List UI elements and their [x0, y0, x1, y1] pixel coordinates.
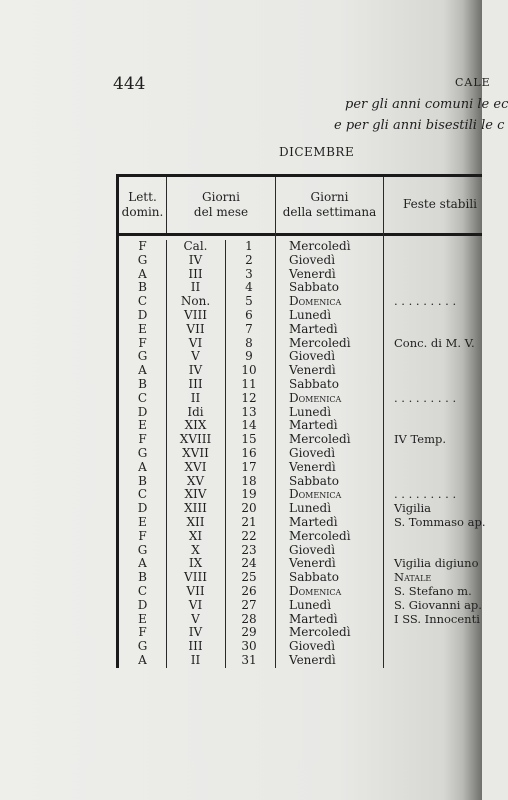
header-day-of-month: Giorni del mese: [193, 190, 249, 219]
cell-feast: [394, 475, 482, 489]
cell-weekday: Domenica: [289, 583, 342, 598]
cell-feast: [394, 254, 482, 268]
cell-day: 28: [241, 611, 257, 626]
cell-feast: . . . . . . . . .: [394, 294, 457, 309]
cell-roman: V: [191, 349, 200, 364]
cell-feast: S. Tommaso ap.: [394, 514, 486, 529]
cell-weekday: Venerdì: [289, 652, 336, 667]
cell-day: 3: [245, 266, 253, 281]
cell-weekday: Mercoledì: [289, 528, 351, 543]
cell-weekday: Giovedì: [289, 542, 336, 557]
cell-feast: S. Giovanni ap.: [394, 597, 482, 612]
cell-feast: [394, 268, 482, 282]
cell-feast: [394, 419, 482, 433]
cell-letter: F: [138, 432, 147, 447]
cell-feast: . . . . . . . . .: [394, 390, 457, 405]
cell-letter: G: [137, 349, 148, 364]
cell-weekday: Lunedì: [289, 597, 332, 612]
cell-letter: G: [137, 639, 148, 654]
cell-day: 18: [241, 473, 257, 488]
cell-letter: E: [138, 418, 147, 433]
cell-roman: XV: [186, 473, 205, 488]
cell-day: 22: [241, 528, 257, 543]
cell-roman: VI: [188, 597, 203, 612]
cell-roman: XIX: [184, 418, 207, 433]
cell-roman: IV: [188, 363, 203, 378]
cell-roman: IX: [188, 556, 203, 571]
cell-feast: IV Temp.: [394, 432, 447, 447]
cell-roman: III: [188, 639, 203, 654]
cell-weekday: Venerdì: [289, 556, 336, 571]
cell-day: 8: [245, 335, 253, 350]
weekday-column: [289, 240, 384, 668]
cell-feast: [394, 323, 482, 337]
cell-feast: I SS. Innocenti: [394, 611, 480, 626]
cell-feast: [394, 544, 482, 558]
cell-weekday: Lunedì: [289, 307, 332, 322]
cell-day: 26: [241, 583, 257, 598]
cell-letter: A: [138, 556, 147, 571]
cell-day: 4: [245, 280, 253, 295]
cell-letter: F: [138, 625, 147, 640]
cell-roman: IV: [188, 252, 203, 267]
cell-weekday: Sabbato: [289, 473, 339, 488]
cell-feast: [394, 364, 482, 378]
cell-roman: III: [188, 266, 203, 281]
cell-day: 10: [241, 363, 257, 378]
cell-letter: A: [138, 266, 147, 281]
cell-roman: XIII: [184, 501, 207, 516]
cell-weekday: Sabbato: [289, 570, 339, 585]
cell-feast: [394, 640, 482, 654]
cell-roman: VI: [188, 335, 203, 350]
cell-letter: C: [137, 583, 148, 598]
cell-letter: F: [138, 239, 147, 253]
cell-day: 14: [241, 418, 257, 433]
cell-day: 5: [245, 294, 253, 309]
cell-weekday: Martedì: [289, 418, 338, 433]
cell-weekday: Giovedì: [289, 445, 336, 460]
cell-letter: E: [138, 321, 147, 336]
cell-day: 1: [245, 239, 253, 253]
month-title: DICEMBRE: [279, 145, 355, 159]
table-left-border: [116, 174, 119, 668]
cell-letter: G: [137, 445, 148, 460]
cell-day: 30: [241, 639, 257, 654]
cell-feast: [394, 378, 482, 392]
cell-weekday: Martedì: [289, 611, 338, 626]
cell-letter: C: [137, 294, 148, 309]
cell-day: 15: [241, 432, 257, 447]
cell-feast: [394, 406, 482, 420]
cell-roman: VIII: [184, 307, 207, 322]
cell-roman: VIII: [184, 570, 207, 585]
cell-roman: XVII: [182, 445, 209, 460]
cell-day: 12: [241, 390, 257, 405]
cell-day: 25: [241, 570, 257, 585]
cell-weekday: Martedì: [289, 321, 338, 336]
cell-roman: Non.: [180, 294, 211, 309]
cell-roman: XVIII: [179, 432, 212, 447]
cell-day: 31: [241, 652, 257, 667]
table-header-rule: [116, 233, 482, 236]
cell-feast: Natale: [394, 570, 432, 585]
cell-letter: C: [137, 390, 148, 405]
roman-column: [168, 240, 223, 668]
cell-roman: X: [191, 542, 200, 557]
cell-roman: VII: [186, 583, 205, 598]
cell-roman: Idi: [187, 404, 204, 419]
column-divider: [275, 177, 276, 668]
cell-feast: Vigilia digiuno: [394, 556, 479, 571]
cell-feast: [394, 626, 482, 640]
intro-line-1: per gli anni comuni le ec: [345, 97, 508, 112]
cell-weekday: Giovedì: [289, 639, 336, 654]
cell-roman: VII: [186, 321, 205, 336]
cell-feast: [394, 240, 482, 254]
cell-weekday: Domenica: [289, 487, 342, 502]
cell-weekday: Venerdì: [289, 459, 336, 474]
cell-letter: B: [138, 376, 147, 391]
cell-day: 20: [241, 501, 257, 516]
cell-feast: [394, 447, 482, 461]
header-feasts: Feste stabili: [403, 197, 477, 211]
cell-day: 24: [241, 556, 257, 571]
cell-day: 6: [245, 307, 253, 322]
cell-weekday: Lunedì: [289, 501, 332, 516]
cell-letter: A: [138, 652, 147, 667]
page-number: 444: [113, 74, 146, 94]
cell-roman: IV: [188, 625, 203, 640]
cell-weekday: Mercoledì: [289, 239, 351, 253]
cell-letter: C: [137, 487, 148, 502]
cell-letter: D: [137, 597, 148, 612]
header-weekday: Giorni della settimana: [282, 190, 377, 219]
header-letter: Lett. domin.: [121, 190, 164, 219]
cell-roman: Cal.: [183, 239, 208, 253]
cell-roman: XIV: [184, 487, 207, 502]
cell-feast: [394, 309, 482, 323]
cell-day: 11: [241, 376, 257, 391]
cell-weekday: Domenica: [289, 294, 342, 309]
cell-day: 16: [241, 445, 257, 460]
cell-letter: A: [138, 459, 147, 474]
cell-day: 19: [241, 487, 257, 502]
cell-weekday: Martedì: [289, 514, 338, 529]
cell-weekday: Sabbato: [289, 376, 339, 391]
cell-roman: XI: [188, 528, 203, 543]
cell-letter: G: [137, 542, 148, 557]
cell-weekday: Giovedì: [289, 349, 336, 364]
cell-roman: II: [190, 390, 201, 405]
running-head: CALE: [455, 76, 491, 89]
cell-letter: B: [138, 473, 147, 488]
cell-feast: [394, 281, 482, 295]
cell-letter: F: [138, 335, 147, 350]
cell-day: 9: [245, 349, 253, 364]
cell-letter: E: [138, 514, 147, 529]
cell-letter: G: [137, 252, 148, 267]
cell-letter: B: [138, 570, 147, 585]
cell-feast: S. Stefano m.: [394, 583, 472, 598]
cell-day: 27: [241, 597, 257, 612]
cell-weekday: Venerdì: [289, 266, 336, 281]
cell-feast: [394, 654, 482, 668]
column-divider: [166, 240, 167, 668]
cell-roman: XVI: [184, 459, 207, 474]
cell-weekday: Giovedì: [289, 252, 336, 267]
cell-roman: III: [188, 376, 203, 391]
cell-day: 23: [241, 542, 257, 557]
cell-roman: II: [190, 280, 201, 295]
cell-feast: [394, 530, 482, 544]
cell-letter: D: [137, 404, 148, 419]
intro-line-2: e per gli anni bisestili le c: [334, 118, 505, 133]
cell-letter: F: [138, 528, 147, 543]
cell-letter: D: [137, 307, 148, 322]
cell-weekday: Mercoledì: [289, 335, 351, 350]
feast-column: [394, 240, 486, 668]
cell-weekday: Venerdì: [289, 363, 336, 378]
cell-letter: B: [138, 280, 147, 295]
cell-letter: D: [137, 501, 148, 516]
cell-letter: E: [138, 611, 147, 626]
cell-roman: II: [190, 652, 201, 667]
table-top-rule: [116, 174, 482, 177]
day-number-column: [226, 240, 272, 668]
cell-feast: Vigilia: [394, 501, 432, 516]
cell-day: 7: [245, 321, 253, 336]
cell-day: 2: [245, 252, 253, 267]
cell-day: 29: [241, 625, 257, 640]
cell-roman: V: [191, 611, 200, 626]
cell-day: 17: [241, 459, 257, 474]
cell-weekday: Sabbato: [289, 280, 339, 295]
cell-weekday: Mercoledì: [289, 625, 351, 640]
cell-weekday: Mercoledì: [289, 432, 351, 447]
cell-letter: A: [138, 363, 147, 378]
cell-feast: Conc. di M. V.: [394, 335, 475, 350]
cell-weekday: Lunedì: [289, 404, 332, 419]
cell-feast: . . . . . . . . .: [394, 487, 457, 502]
cell-roman: XII: [186, 514, 205, 529]
cell-weekday: Domenica: [289, 390, 342, 405]
cell-day: 21: [241, 514, 257, 529]
letter-column: [120, 240, 165, 668]
cell-feast: [394, 461, 482, 475]
cell-day: 13: [241, 404, 257, 419]
cell-feast: [394, 350, 482, 364]
